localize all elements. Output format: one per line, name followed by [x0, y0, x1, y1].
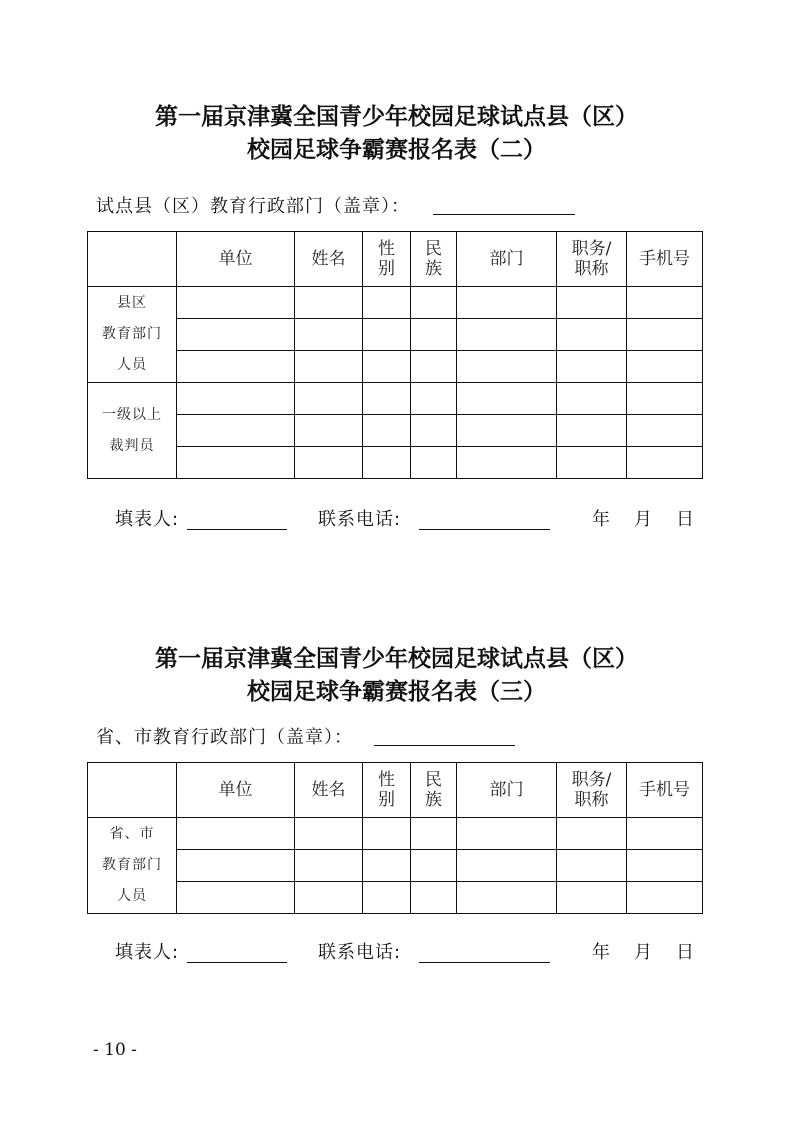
form-cell[interactable] [295, 287, 363, 319]
form-cell[interactable] [557, 351, 627, 383]
group-label-line: 一级以上 [102, 406, 162, 423]
group-label-line: 教育部门 [102, 326, 162, 342]
form-cell[interactable] [411, 447, 457, 479]
form-cell[interactable] [627, 415, 703, 447]
form-cell[interactable] [295, 447, 363, 479]
form-cell[interactable] [177, 850, 295, 882]
form3-header-row [88, 763, 703, 818]
form-cell[interactable] [177, 818, 295, 850]
form-cell[interactable] [557, 287, 627, 319]
table-row [88, 415, 703, 447]
form-cell[interactable] [177, 383, 295, 415]
table-row [88, 319, 703, 351]
form3-day-label: 日 [676, 942, 695, 963]
form-cell[interactable] [627, 383, 703, 415]
form3-table [87, 762, 703, 914]
form2-phone-label: 联系电话: [318, 509, 402, 530]
form-cell[interactable] [557, 818, 627, 850]
form-cell[interactable] [557, 415, 627, 447]
form2-title-line2: 校园足球争霸赛报名表（二） [247, 136, 546, 163]
form-cell[interactable] [295, 383, 363, 415]
form3-month-label: 月 [634, 942, 653, 963]
form-cell[interactable] [363, 447, 411, 479]
form-cell[interactable] [363, 383, 411, 415]
form-cell[interactable] [177, 351, 295, 383]
form-cell[interactable] [557, 850, 627, 882]
form3-seal-blank[interactable] [374, 745, 515, 746]
form-cell[interactable] [557, 882, 627, 914]
form2-day-label: 日 [676, 509, 695, 530]
form-cell[interactable] [627, 850, 703, 882]
form-cell[interactable] [363, 818, 411, 850]
form-cell[interactable] [411, 383, 457, 415]
form-cell[interactable] [411, 319, 457, 351]
form2-header-row [88, 232, 703, 287]
form-cell[interactable] [411, 415, 457, 447]
form3-header-phone: 手机号 [627, 763, 703, 818]
form2-header-name: 姓名 [295, 232, 363, 287]
form-cell[interactable] [177, 882, 295, 914]
form2-filler-label: 填表人: [115, 509, 180, 530]
form-cell[interactable] [363, 319, 411, 351]
form2-month-label: 月 [634, 509, 653, 530]
form2-year-label: 年 [592, 509, 611, 530]
form2-header-ethnicity: 民 族 [411, 232, 457, 287]
form-cell[interactable] [295, 351, 363, 383]
form-cell[interactable] [411, 850, 457, 882]
form-cell[interactable] [177, 447, 295, 479]
form-cell[interactable] [627, 351, 703, 383]
form3-header-department: 部门 [457, 763, 557, 818]
form-cell[interactable] [627, 818, 703, 850]
group-label-line: 裁判员 [109, 437, 155, 454]
group-label-line: 人员 [117, 888, 147, 904]
form2-group-county-staff [88, 287, 177, 383]
form-cell[interactable] [295, 882, 363, 914]
form-cell[interactable] [363, 287, 411, 319]
form-cell[interactable] [627, 882, 703, 914]
form-cell[interactable] [627, 287, 703, 319]
form-cell[interactable] [363, 415, 411, 447]
form2-seal-blank[interactable] [433, 214, 575, 215]
form3-header-ethnicity: 民 族 [411, 763, 457, 818]
form2-header-unit: 单位 [177, 232, 295, 287]
form3-year-label: 年 [592, 942, 611, 963]
form2-dept-label: 试点县（区）教育行政部门（盖章）： [96, 196, 410, 217]
form-cell[interactable] [411, 818, 457, 850]
form2-title-line1: 第一届京津冀全国青少年校园足球试点县（区） [155, 103, 638, 130]
form-cell[interactable] [411, 882, 457, 914]
form3-header-title: 职务/ 职称 [557, 763, 627, 818]
group-label-line: 县区 [117, 295, 147, 311]
form-cell[interactable] [457, 415, 557, 447]
form3-phone-blank[interactable] [419, 962, 550, 963]
form2-group-referees [88, 383, 177, 479]
form3-title-line2: 校园足球争霸赛报名表（三） [247, 678, 546, 705]
form-cell[interactable] [457, 319, 557, 351]
form-cell[interactable] [557, 383, 627, 415]
form-cell[interactable] [457, 351, 557, 383]
form-cell[interactable] [627, 447, 703, 479]
form-cell[interactable] [457, 447, 557, 479]
form3-filler-blank[interactable] [187, 962, 287, 963]
group-label-line: 人员 [117, 357, 147, 373]
form2-header-title: 职务/ 职称 [557, 232, 627, 287]
form-cell[interactable] [627, 319, 703, 351]
table-row [88, 383, 703, 415]
form-cell[interactable] [295, 319, 363, 351]
table-row [88, 882, 703, 914]
form-cell[interactable] [363, 351, 411, 383]
table-row [88, 287, 703, 319]
form-cell[interactable] [557, 319, 627, 351]
page-number: - 10 - [93, 1040, 137, 1060]
form-cell[interactable] [457, 383, 557, 415]
table-row [88, 351, 703, 383]
group-label-line: 省、市 [109, 826, 155, 842]
table-row [88, 818, 703, 850]
form-cell[interactable] [295, 850, 363, 882]
form3-corner-cell [88, 763, 177, 818]
table-row [88, 850, 703, 882]
form-cell[interactable] [295, 415, 363, 447]
form2-table [87, 231, 703, 479]
form2-filler-blank[interactable] [187, 529, 287, 530]
form2-header-phone: 手机号 [627, 232, 703, 287]
form3-title-line1: 第一届京津冀全国青少年校园足球试点县（区） [155, 645, 638, 672]
form-cell[interactable] [411, 287, 457, 319]
form3-group-province-staff [88, 818, 177, 914]
form3-phone-label: 联系电话: [318, 942, 402, 963]
form3-dept-label: 省、市教育行政部门（盖章）： [96, 727, 353, 748]
form-cell[interactable] [363, 850, 411, 882]
form-cell[interactable] [363, 882, 411, 914]
form3-header-gender: 性 别 [363, 763, 411, 818]
form-cell[interactable] [557, 447, 627, 479]
form-cell[interactable] [177, 319, 295, 351]
form-cell[interactable] [177, 287, 295, 319]
form3-filler-label: 填表人: [115, 942, 180, 963]
form-cell[interactable] [295, 818, 363, 850]
table-row [88, 447, 703, 479]
form2-phone-blank[interactable] [419, 529, 550, 530]
form-cell[interactable] [411, 351, 457, 383]
form-cell[interactable] [457, 287, 557, 319]
form2-corner-cell [88, 232, 177, 287]
form-cell[interactable] [457, 818, 557, 850]
form3-header-unit: 单位 [177, 763, 295, 818]
form3-header-name: 姓名 [295, 763, 363, 818]
form2-header-department: 部门 [457, 232, 557, 287]
form-cell[interactable] [457, 850, 557, 882]
form-cell[interactable] [177, 415, 295, 447]
group-label-line: 教育部门 [102, 857, 162, 873]
form-cell[interactable] [457, 882, 557, 914]
form2-header-gender: 性 别 [363, 232, 411, 287]
